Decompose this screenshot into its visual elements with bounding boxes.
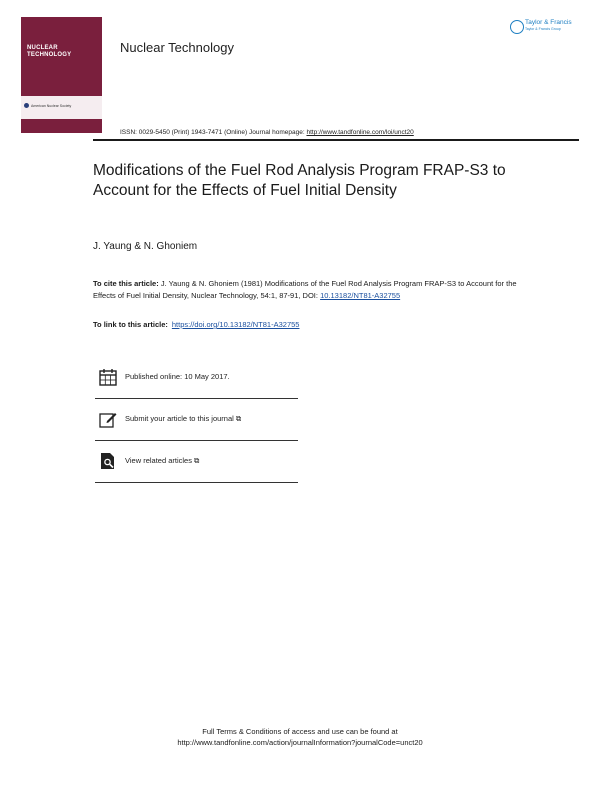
issn-line: [120, 129, 414, 136]
cover-bottom-band: [21, 119, 102, 133]
citation-label: To cite this article:: [93, 279, 159, 288]
issn-text: ISSN: 0029-5450 (Print) 1943-7471 (Online) Journal homepage:: [120, 129, 307, 136]
row-divider: [95, 440, 298, 441]
taylor-francis-logo-icon: [510, 20, 524, 34]
footer: [0, 726, 600, 748]
submit-article-label: Submit your article to this journal: [125, 414, 234, 423]
article-authors: J. Yaung & N. Ghoniem: [93, 241, 198, 252]
calendar-icon: [99, 368, 117, 386]
publisher-logo-icon: [24, 103, 29, 108]
citation-doi-link[interactable]: 10.13182/NT81-A32755: [320, 290, 401, 300]
logo-brand: Taylor & Francis: [525, 19, 572, 26]
row-divider: [95, 482, 298, 483]
edit-icon: [99, 410, 117, 428]
citation-block: [93, 278, 533, 301]
journal-homepage-link[interactable]: http://www.tandfonline.com/loi/unct20: [306, 129, 414, 136]
row-divider: [95, 398, 298, 399]
published-online-row: [95, 364, 298, 402]
footer-terms-text: Full Terms & Conditions of access and use can be found at: [202, 727, 398, 736]
search-document-icon: [99, 452, 117, 470]
external-link-icon: ⧉: [235, 414, 242, 423]
cover-title: NUCLEAR TECHNOLOGY: [27, 45, 72, 58]
published-online-text: Published online: 10 May 2017.: [125, 372, 230, 381]
journal-cover: [21, 17, 102, 133]
header-divider: [93, 139, 579, 141]
article-doi-link[interactable]: https://doi.org/10.13182/NT81-A32755: [171, 320, 300, 329]
logo-subtitle: Taylor & Francis Group: [525, 27, 561, 31]
cover-publisher: American Nuclear Society: [31, 104, 72, 108]
related-articles-label: View related articles: [125, 456, 192, 465]
journal-name: Nuclear Technology: [120, 40, 234, 55]
citation-text: J. Yaung & N. Ghoniem (1981) Modifications of the Fuel Rod Analysis Program FRAP-S3 to Account for the Effects of Fuel Initial Density, Nuclear Technology, 54:1, 87-91, DOI:: [93, 279, 517, 300]
external-link-icon: ⧉: [193, 456, 200, 465]
publisher-logo: [510, 18, 585, 38]
related-articles-link[interactable]: [125, 456, 199, 466]
link-label: To link to this article:: [93, 320, 168, 329]
footer-terms-link[interactable]: http://www.tandfonline.com/action/journalInformation?journalCode=unct20: [177, 738, 423, 747]
submit-article-link[interactable]: [125, 414, 241, 424]
submit-article-row[interactable]: [95, 406, 298, 444]
article-link-line: [93, 320, 299, 329]
article-title: Modifications of the Fuel Rod Analysis Program FRAP-S3 to Account for the Effects of Fuel Initial Density: [93, 162, 506, 199]
related-articles-row[interactable]: [95, 448, 298, 486]
